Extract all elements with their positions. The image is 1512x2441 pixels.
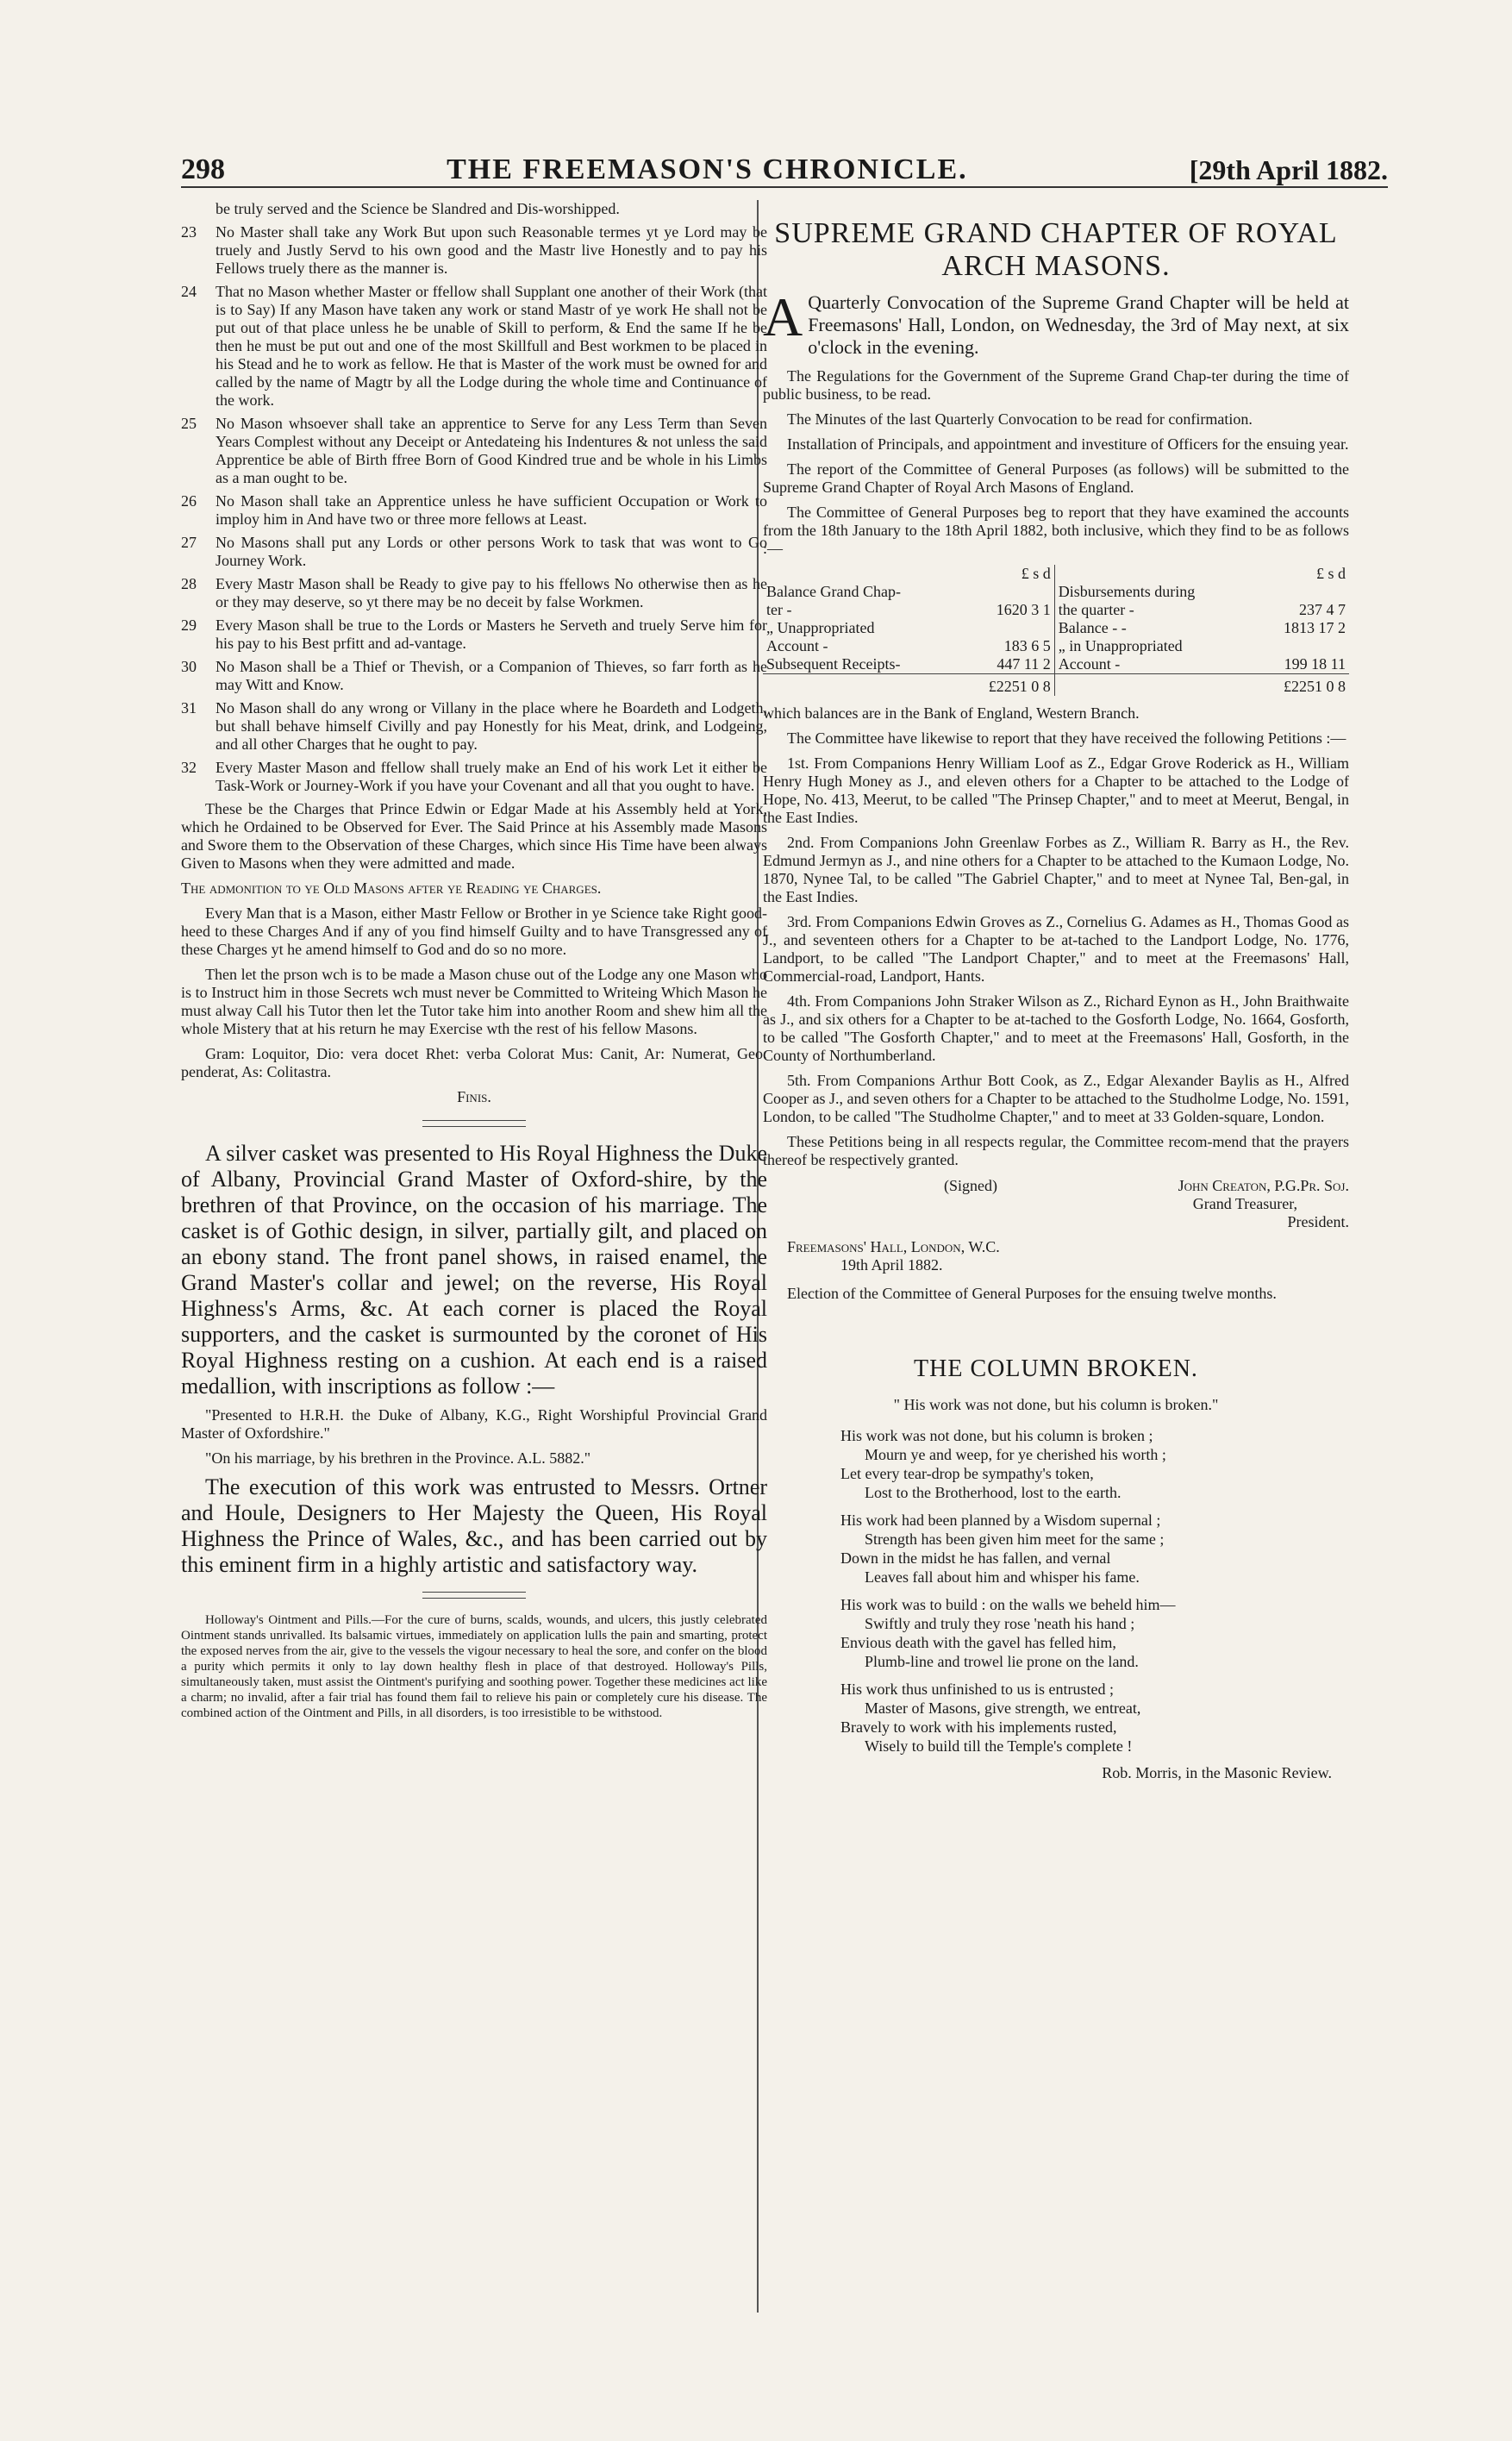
- disbursements-total: £2251 0 8: [1253, 674, 1349, 697]
- chapter-headline: SUPREME GRAND CHAPTER OF ROYAL ARCH MASONS.: [774, 217, 1338, 282]
- admonition-paragraph: Gram: Loquitor, Dio: vera docet Rhet: verba Colorat Mus: Canit, Ar: Numerat, Geo: penderat, As: Colitastra.: [181, 1045, 767, 1080]
- receipt-description: Balance Grand Chap-: [766, 583, 901, 600]
- disbursement-amount: [1253, 637, 1349, 655]
- election-notice: Election of the Committee of General Purposes for the ensuing twelve months.: [787, 1285, 1277, 1302]
- accounts-table: [763, 565, 1349, 696]
- poem-line: Let every tear-drop be sympathy's token,: [840, 1465, 1094, 1482]
- charge-item: [181, 283, 767, 410]
- poem-epigraph: " His work was not done, but his column is broken.": [893, 1396, 1219, 1413]
- charge-item: [181, 575, 767, 611]
- convocation-notice: [763, 286, 1349, 359]
- receipt-amount: 183 6 5: [1003, 637, 1051, 654]
- poem-line: Strength has been given him meet for the same ;: [865, 1530, 1165, 1548]
- signature-line: [763, 1176, 1349, 1195]
- charge-number: 31: [181, 699, 197, 717]
- poem-line: Swiftly and truly they rose 'neath his hand ;: [865, 1615, 1135, 1632]
- currency-header: £ s d: [1021, 565, 1051, 582]
- poem-line: His work was to build : on the walls we beheld him—: [840, 1596, 1176, 1613]
- masthead: [181, 138, 1388, 188]
- signed-label: (Signed): [944, 1177, 997, 1194]
- charge-text: Every Mastr Mason shall be Ready to give pay to his ffellows No otherwise then as he or they may deserve, so yt there may be no deceit by false Workmen.: [216, 575, 767, 610]
- receipt-description: Subsequent Receipts-: [766, 655, 901, 673]
- convocation-opening: Quarterly Convocation of the Supreme Grand Chapter will be held at Freemasons' Hall, London, on Wednesday, the 3rd of May next, at six o'clock in the evening.: [808, 291, 1349, 358]
- signer-name: John Creaton, P.G.Pr. Soj.: [1178, 1177, 1349, 1194]
- left-column: [181, 200, 767, 1728]
- poem-line: His work was not done, but his column is broken ;: [840, 1427, 1153, 1444]
- charge-item: [181, 617, 767, 653]
- admonition-paragraph: Then let the prson wch is to be made a Mason chuse out of the Lodge any one Mason who is to Instruct him in those Secrets wch must never be Committed to Writeing Which Mason he must alway Call his Tutor then let the Tutor take him into another Room and shew him all the whole Mistery that at his return he may Exercise wth the rest of his fellow Masons.: [181, 966, 767, 1037]
- disbursement-amount: [1253, 583, 1349, 601]
- poem-stanza: [840, 1595, 1349, 1671]
- disbursement-description: the quarter -: [1054, 601, 1253, 619]
- disbursement-description: „ in Unappropriated: [1054, 637, 1253, 655]
- admonition-paragraph: Every Man that is a Mason, either Mastr Fellow or Brother in ye Science take Right good-heed to these Charges And if any of you find himself Guilty and to have Transgressed any of these Charges yt he amend himself to God and do so no more.: [181, 904, 767, 958]
- signer-title-1: Grand Treasurer,: [1192, 1195, 1297, 1212]
- poem-line: Down in the midst he has fallen, and vernal: [840, 1549, 1111, 1567]
- petition-item: 3rd. From Companions Edwin Groves as Z., Cornelius G. Adames as H., Thomas Good as J., and seventeen others for a Chapter to be at-tached to the Landport Lodge, No. 1776, Landport, to be called "The Landport Chapter," and to meet at the Freemasons' Hall, Commercial-road, Landport, Hants.: [763, 913, 1349, 985]
- accounts-row: [763, 619, 1349, 637]
- charge-text: No Mason shall be a Thief or Thevish, or a Companion of Thieves, so farr forth as he may Witt and Know.: [216, 658, 767, 693]
- notice-paragraph: Installation of Principals, and appointment and investiture of Officers for the ensuing year.: [787, 435, 1349, 453]
- petition-item: 2nd. From Companions John Greenlaw Forbes as Z., William R. Barry as H., the Rev. Edmund Jermyn as J., and nine others for a Chapter to be attached to the Kumaon Lodge, No. 1870, Nynee Tal, to be called "The Gabriel Chapter," and to meet at Nynee Tal, Ben-gal, in the East Indies.: [763, 834, 1349, 905]
- casket-article: A silver casket was presented to His Royal Highness the Duke of Albany, Provincial Grand Master of Oxford-shire, by the brethren of that Province, on the occasion of his marriage. The casket is of Gothic design, in silver, partially gilt, and placed on an ebony stand. The front panel shows, in raised enamel, the Grand Master's collar and jewel; on the reverse, His Royal Highness's Arms, &c. At each corner is placed the Royal supporters, and the casket is surmounted by the coronet of His Royal Highness resting on a cushion. At each end is a raised medallion, with inscriptions as follow :—: [181, 1141, 767, 1399]
- disbursement-description: Balance - -: [1054, 619, 1253, 637]
- charge-item: [181, 492, 767, 529]
- receipt-amount: 447 11 2: [997, 655, 1051, 673]
- charge-text: Every Mason shall be true to the Lords or Masters he Serveth and truely Serve him for his pay to his Best prfitt and ad-vantage.: [216, 617, 767, 652]
- petition-item: 4th. From Companions John Straker Wilson as Z., Richard Eynon as H., John Braithwaite as J., and six others for a Chapter to be at-tached to the Gosforth Lodge, No. 1664, Gosforth, to be called "The Gosforth Chapter," and to meet at the Freemasons' Hall, Gosforth, in the County of Northumberland.: [763, 992, 1349, 1064]
- poem-line: Lost to the Brotherhood, lost to the earth.: [865, 1484, 1122, 1501]
- accounts-row: [763, 637, 1349, 655]
- execution-paragraph: The execution of this work was entrusted to Messrs. Ortner and Houle, Designers to Her Majesty the Queen, His Royal Highness the Prince of Wales, &c., and has been carried out by this eminent firm in a highly artistic and satisfactory way.: [181, 1474, 767, 1577]
- petition-item: 1st. From Companions Henry William Loof as Z., Edgar Grove Roderick as H., William Henry Hugh Money as J., and eleven others for a Chapter to be attached to the Lodge of Hope, No. 413, Meerut, to be called "The Prinsep Chapter," and to meet at Meerut, Bengal, in the East Indies.: [763, 754, 1349, 826]
- notice-paragraph: The report of the Committee of General Purposes (as follows) will be submitted to the Supreme Grand Chapter of Royal Arch Masons of England.: [763, 460, 1349, 496]
- charge-item: [181, 699, 767, 754]
- poem-stanza: [840, 1680, 1349, 1756]
- notice-paragraph: The Regulations for the Government of the Supreme Grand Chap-ter during the time of public business, to be read.: [763, 367, 1349, 403]
- currency-header: £ s d: [1315, 565, 1346, 582]
- accounts-header-row: [763, 565, 1349, 583]
- section-divider: [422, 1120, 526, 1127]
- poem-line: Plumb-line and trowel lie prone on the land.: [865, 1653, 1139, 1670]
- inscription: "On his marriage, by his brethren in the Province. A.L. 5882.": [205, 1449, 591, 1467]
- charge-item: [181, 223, 767, 278]
- poem: [763, 1426, 1349, 1756]
- receipt-description: Account -: [766, 637, 828, 654]
- receipt-description: ter -: [766, 601, 792, 618]
- accounts-row: [763, 655, 1349, 674]
- charge-number: 26: [181, 492, 197, 510]
- charge-number: 27: [181, 534, 197, 551]
- charge-item: [181, 534, 767, 570]
- receipts-total: £2251 0 8: [959, 674, 1054, 697]
- charge-text: No Mason shall do any wrong or Villany in the place where he Boardeth and Lodgeth, but shall behave himself Civilly and pay Honestly for his Meat, drink, and Lodgeing, and all other Charges that he ought to pay.: [216, 699, 767, 753]
- admonition-heading: The admonition to ye Old Masons after ye Reading ye Charges.: [181, 879, 602, 897]
- charges-close: These be the Charges that Prince Edwin or Edgar Made at his Assembly held at York, which he Ordained to be Observed for Ever. The Said Prince at his Assembly made Masons and Swore them to the Observation of these Charges, which since His Time have been always Given to Masons when they were admitted and made.: [181, 800, 767, 872]
- inscription: "Presented to H.R.H. the Duke of Albany, K.G., Right Worshipful Provincial Grand Master of Oxfordshire.": [181, 1406, 767, 1442]
- poem-line: Master of Masons, give strength, we entreat,: [865, 1699, 1141, 1717]
- charge-text: That no Mason whether Master or ffellow shall Supplant one another of their Work (that is to Say) If any Mason have taken any work or stand Mastr of ye work He shall not be put out of that place unless he be unable of Skill to perform, & End the same If he be then he must be put out and one of the most Skillfull and Best workmen to be placed in his Stead and he to work as fellow. He that is Master of the work must be owned for and called by the name of Magtr by all the Lodge during the whole time and Continuance of the work.: [216, 283, 767, 409]
- receipt-amount: [959, 583, 1054, 601]
- poem-line: Mourn ye and weep, for ye cherished his worth ;: [865, 1446, 1166, 1463]
- hall-date: 19th April 1882.: [840, 1256, 943, 1274]
- holloway-advertisement: Holloway's Ointment and Pills.—For the cure of burns, scalds, wounds, and ulcers, this justly celebrated Ointment stands unrivalled. Its balsamic virtues, immediately on application lulls the pain and smarting, protect the exposed nerves from the air, give to the vessels the vigour necessary to heal the sore, and confer on the blood a purity which permits it only to lay down healthy flesh in place of that destroyed. Holloway's Pills, simultaneously taken, must assist the Ointment's purifying and soothing power. Together these medicines act like a charm; no invalid, after a fair trial has found them fail to relieve his pain or completely cure his disease. The combined action of the Ointment and Pills, in all disorders, is too irresistible to be withstood.: [181, 1613, 767, 1720]
- receipt-description: „ Unappropriated: [766, 619, 875, 636]
- charges-intro: be truly served and the Science be Slandred and Dis-worshipped.: [216, 200, 620, 217]
- charge-text: No Master shall take any Work But upon such Reasonable termes yt ye Lord may be truely and Justly Servd to his own good and the Mastr live Honestly and to pay his Fellows truely there as the manner is.: [216, 223, 767, 277]
- poem-line: His work had been planned by a Wisdom supernal ;: [840, 1512, 1161, 1529]
- accounts-total-row: [763, 674, 1349, 697]
- balances-note: which balances are in the Bank of England, Western Branch.: [763, 704, 1140, 722]
- drop-cap: A: [763, 286, 803, 347]
- disbursement-amount: 1813 17 2: [1284, 619, 1346, 636]
- charge-item: [181, 658, 767, 694]
- disbursement-description: Account -: [1054, 655, 1253, 674]
- charge-number: 28: [181, 575, 197, 592]
- charge-number: 23: [181, 223, 197, 241]
- accounts-row: [763, 601, 1349, 619]
- disbursement-description: Disbursements during: [1054, 583, 1253, 601]
- right-column: [763, 200, 1349, 1782]
- poem-title: THE COLUMN BROKEN.: [914, 1355, 1198, 1382]
- accounts-row: [763, 583, 1349, 601]
- charge-text: No Masons shall put any Lords or other persons Work to task that was wont to Go Journey Work.: [216, 534, 767, 569]
- page-number: 298: [181, 153, 225, 185]
- petition-item: 5th. From Companions Arthur Bott Cook, as Z., Edgar Alexander Baylis as H., Alfred Cooper as J., and seven others for a Chapter to be attached to the Studholme Lodge, No. 1591, London, to be called "The Studholme Chapter," and to meet at 33 Golden-square, London.: [763, 1072, 1349, 1125]
- charge-number: 32: [181, 759, 197, 776]
- signer-title-2: President.: [1287, 1213, 1349, 1230]
- poem-stanza: [840, 1511, 1349, 1587]
- charge-item: [181, 759, 767, 795]
- charge-number: 29: [181, 617, 197, 634]
- receipt-amount: 1620 3 1: [996, 601, 1051, 618]
- section-divider: [422, 1592, 526, 1599]
- poem-line: Wisely to build till the Temple's complete !: [865, 1737, 1133, 1755]
- charge-number: 25: [181, 415, 197, 432]
- petitions-close: These Petitions being in all respects regular, the Committee recom-mend that the prayers thereof be respectively granted.: [763, 1133, 1349, 1168]
- poem-line: Envious death with the gavel has felled him,: [840, 1634, 1116, 1651]
- charge-text: Every Master Mason and ffellow shall truely make an End of his work Let it either be Task-Work or Journey-Work if you have your Covenant and all that you ought to have.: [216, 759, 767, 794]
- poem-line: His work thus unfinished to us is entrusted ;: [840, 1681, 1114, 1698]
- receipt-amount: [959, 619, 1054, 637]
- masthead-date: [29th April 1882.: [1189, 154, 1388, 185]
- poem-line: Leaves fall about him and whisper his fame.: [865, 1568, 1140, 1586]
- disbursement-amount: 199 18 11: [1284, 655, 1346, 673]
- poem-credit: Rob. Morris, in the Masonic Review.: [1102, 1764, 1332, 1781]
- petitions-intro: The Committee have likewise to report that they have received the following Petitions :—: [787, 729, 1346, 747]
- poem-line: Bravely to work with his implements rusted,: [840, 1718, 1117, 1736]
- hall-address: Freemasons' Hall, London, W.C.: [787, 1238, 1000, 1255]
- notice-paragraph: The Committee of General Purposes beg to report that they have examined the accounts from the 18th January to the 18th April 1882, both inclusive, which they find to be as follows :—: [763, 504, 1349, 557]
- disbursement-amount: 237 4 7: [1299, 601, 1346, 618]
- charge-number: 30: [181, 658, 197, 675]
- charge-text: No Mason shall take an Apprentice unless he have sufficient Occupation or Work to imploy him in And have two or three more fellows at Least.: [216, 492, 767, 528]
- charge-item: [181, 415, 767, 487]
- finis: Finis.: [457, 1088, 491, 1105]
- charge-text: No Mason whsoever shall take an apprentice to Serve for any Less Term than Seven Years Complest without any Deceipt or Antedateing his Indentures & not unless the said Apprentice be able of Birth ffree Born of Good Kindred true and be whole in his Limbs as a man ought to be.: [216, 415, 767, 486]
- masthead-title: THE FREEMASON'S CHRONICLE.: [447, 153, 968, 185]
- charge-number: 24: [181, 283, 197, 300]
- notice-paragraph: The Minutes of the last Quarterly Convocation to be read for confirmation.: [787, 410, 1253, 428]
- poem-stanza: [840, 1426, 1349, 1502]
